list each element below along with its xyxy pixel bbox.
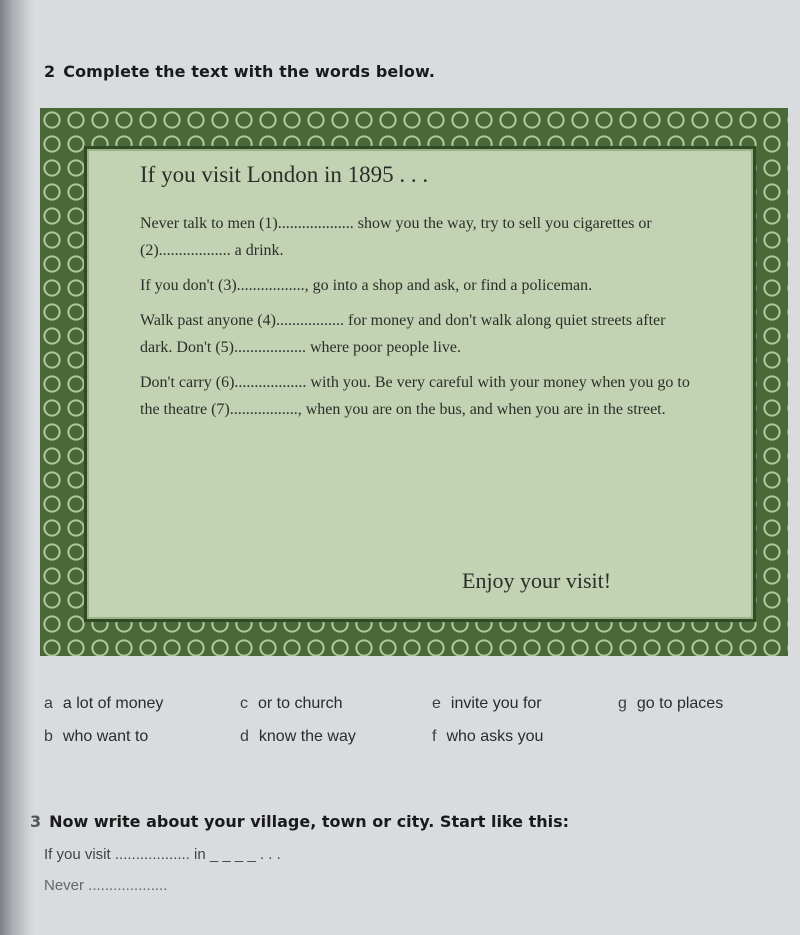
option-b <box>44 728 148 746</box>
option-key: e <box>432 695 441 712</box>
option-d <box>240 728 356 746</box>
book-spine-shadow <box>0 0 34 935</box>
option-key: b <box>44 728 53 745</box>
exercise-3-line-2: Never ................... <box>44 877 168 894</box>
letter-paragraph-4: Don't carry (6).................. with you. Be very careful with your money when you go to the theatre (7)................., when you are on the bus, and when you are in the street. <box>140 374 690 418</box>
exercise-instruction: Complete the text with the words below. <box>63 62 436 81</box>
exercise-2-heading <box>44 62 435 81</box>
exercise-number: 3 <box>30 812 42 831</box>
exercise-3-line-1: If you visit .................. in _ _ _ _ . . . <box>44 846 281 863</box>
option-text: who want to <box>62 728 149 745</box>
exercise-number: 2 <box>44 62 56 81</box>
exercise-instruction: Now write about your village, town or city. Start like this: <box>49 812 570 831</box>
option-key: g <box>618 695 627 712</box>
option-text: who asks you <box>446 728 544 745</box>
option-key: d <box>240 728 249 745</box>
exercise-3-heading <box>30 812 569 831</box>
letter-paragraph-3: Walk past anyone (4)................. for money and don't walk along quiet streets after dark. Don't (5).................. where poor people live. <box>140 312 666 356</box>
option-g <box>618 695 723 713</box>
option-key: a <box>44 695 53 712</box>
option-e <box>432 695 542 713</box>
letter-title: If you visit London in 1895 . . . <box>140 162 429 187</box>
option-key: f <box>432 728 437 745</box>
option-text: a lot of money <box>62 695 164 712</box>
letter-paragraph-2: If you don't (3)................., go into a shop and ask, or find a policeman. <box>140 277 593 294</box>
option-a <box>44 695 163 713</box>
option-text: invite you for <box>450 695 542 712</box>
letter-paragraph-1: Never talk to men (1)................... show you the way, try to sell you cigarettes or (2).................. a drink. <box>140 215 652 259</box>
option-f <box>432 728 543 746</box>
option-key: c <box>240 695 248 712</box>
letter-signoff: Enjoy your visit! <box>462 568 612 593</box>
option-text: or to church <box>258 695 343 712</box>
option-c <box>240 695 342 713</box>
option-text: go to places <box>636 695 724 712</box>
option-text: know the way <box>258 728 356 745</box>
letter-text <box>140 162 700 431</box>
